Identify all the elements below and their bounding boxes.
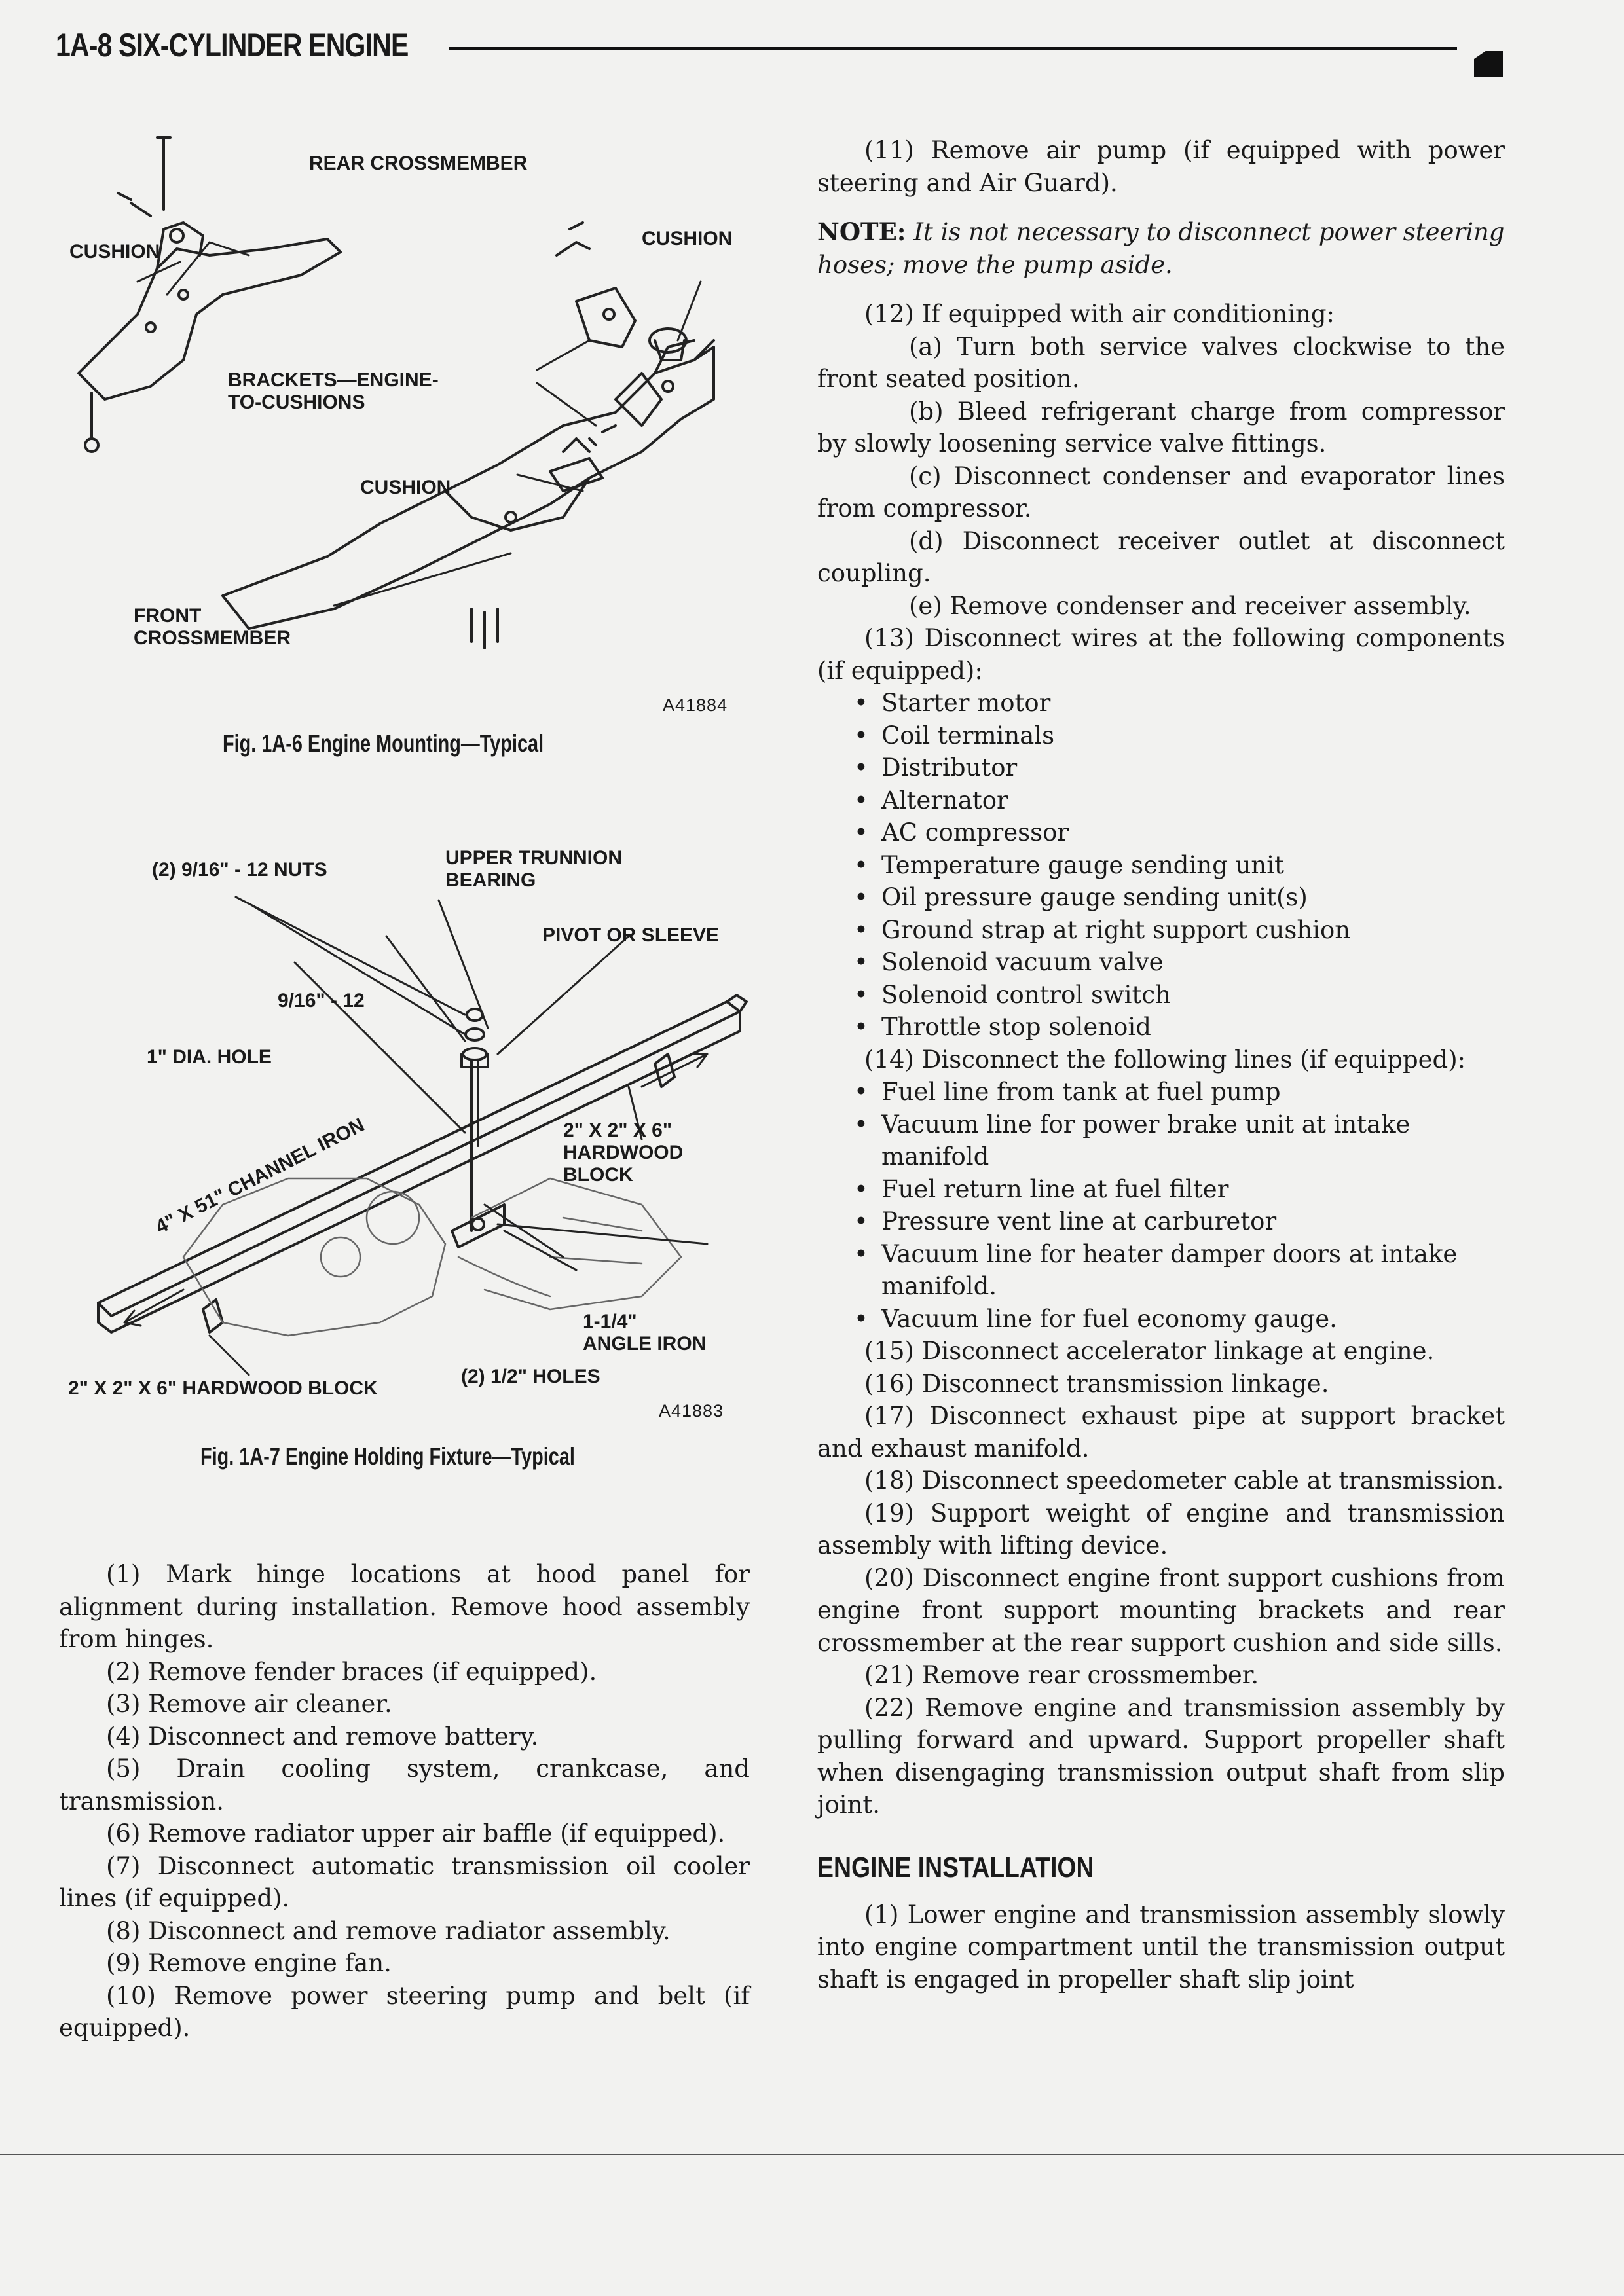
label-brackets: [228, 369, 439, 414]
step-9: (9) Remove engine fan.: [106, 1949, 392, 1977]
lines-list: [817, 1076, 1505, 1335]
step-11: (11) Remove air pump (if equipped with power steering and Air Guard).: [817, 136, 1505, 197]
header-rule: [449, 47, 1457, 50]
install-step-1: (1) Lower engine and transmission assembly slowly into engine compartment until the transmission output shaft is engaged in propeller shaft slip joint: [817, 1900, 1505, 1994]
step-8: (8) Disconnect and remove radiator assembly.: [106, 1916, 671, 1945]
right-column-text: [817, 134, 1505, 1995]
figure-1-caption: Fig. 1A-6 Engine Mounting—Typical: [223, 730, 544, 757]
list-item: • Coil terminals: [854, 721, 1055, 750]
label-dia-hole: 1" DIA. HOLE: [147, 1046, 272, 1068]
label-upper-line2: BEARING: [445, 869, 536, 891]
step-1: (1) Mark hinge locations at hood panel for alignment during installation. Remove hood assembly from hinges.: [59, 1560, 750, 1653]
label-rear-crossmember: REAR CROSSMEMBER: [309, 153, 528, 174]
page-title: 1A-8 SIX-CYLINDER ENGINE: [56, 27, 409, 64]
step-6: (6) Remove radiator upper air baffle (if equipped).: [106, 1819, 726, 1848]
section-heading: ENGINE INSTALLATION: [817, 1851, 1094, 1884]
list-item: • Alternator: [854, 786, 1008, 814]
step-2: (2) Remove fender braces (if equipped).: [106, 1657, 597, 1686]
list-item: • Vacuum line for fuel economy gauge.: [854, 1304, 1337, 1333]
figure-2-caption: Fig. 1A-7 Engine Holding Fixture—Typical: [200, 1443, 575, 1470]
label-block-line3: BLOCK: [563, 1164, 633, 1186]
label-front-line2: CROSSMEMBER: [134, 627, 291, 649]
step-15: (15) Disconnect accelerator linkage at engine.: [864, 1337, 1435, 1365]
label-nuts: (2) 9/16" - 12 NUTS: [152, 859, 327, 881]
label-pivot-sleeve: PIVOT OR SLEEVE: [542, 924, 720, 946]
step-5: (5) Drain cooling system, crankcase, and transmission.: [59, 1755, 750, 1815]
note-label: NOTE:: [817, 217, 906, 246]
section-tab-mark: [1474, 51, 1503, 77]
label-block-line1: 2" X 2" X 6": [563, 1120, 673, 1141]
list-item: • Starter motor: [854, 689, 1051, 717]
figure-1-code: A41884: [663, 695, 728, 715]
list-item: • Distributor: [854, 754, 1018, 782]
list-item: • Vacuum line for power brake unit at intake manifold: [854, 1110, 1411, 1171]
step-12d: (d) Disconnect receiver outlet at disconnect coupling.: [817, 526, 1505, 587]
label-holes: (2) 1/2" HOLES: [461, 1366, 600, 1387]
label-front-line1: FRONT: [134, 605, 202, 627]
step-18: (18) Disconnect speedometer cable at transmission.: [864, 1467, 1504, 1495]
label-angle-line2: ANGLE IRON: [583, 1333, 707, 1355]
label-brackets-line2: TO-CUSHIONS: [228, 392, 365, 413]
step-20: (20) Disconnect engine front support cushions from engine front support mounting brackets and rear crossmember at the rear support cushion and side sills.: [817, 1563, 1505, 1657]
step-12e: (e) Remove condenser and receiver assembly.: [909, 591, 1471, 620]
components-list: [817, 687, 1505, 1044]
step-21: (21) Remove rear crossmember.: [864, 1661, 1259, 1689]
step-19: (19) Support weight of engine and transmission assembly with lifting device.: [817, 1499, 1505, 1559]
label-block-line2: HARDWOOD: [563, 1142, 684, 1163]
step-10: (10) Remove power steering pump and belt (if equipped).: [59, 1981, 750, 2042]
note-text: It is not necessary to disconnect power steering hoses; move the pump aside.: [817, 218, 1505, 279]
list-item: • Temperature gauge sending unit: [854, 850, 1284, 879]
step-12a: (a) Turn both service valves clockwise to the front seated position.: [817, 332, 1505, 393]
step-17: (17) Disconnect exhaust pipe at support bracket and exhaust manifold.: [817, 1402, 1505, 1463]
list-item: • Ground strap at right support cushion: [854, 915, 1351, 944]
label-channel-iron: 4" X 51" CHANNEL IRON: [152, 1114, 368, 1239]
label-cushion-right: CUSHION: [642, 228, 733, 249]
label-brackets-line1: BRACKETS—ENGINE-: [228, 369, 439, 391]
label-hardwood-block-right: [563, 1120, 683, 1186]
step-3: (3) Remove air cleaner.: [106, 1690, 392, 1718]
list-item: • Fuel return line at fuel filter: [854, 1175, 1229, 1203]
label-angle-line1: 1-1/4": [583, 1311, 637, 1332]
label-upper-trunnion: [445, 847, 622, 892]
label-front-crossmember: [134, 605, 291, 649]
step-12: (12) If equipped with air conditioning:: [864, 300, 1335, 328]
list-item: • AC compressor: [854, 818, 1069, 847]
figure-2-code: A41883: [659, 1401, 724, 1421]
label-hardwood-block-bottom: 2" X 2" X 6" HARDWOOD BLOCK: [68, 1377, 378, 1399]
step-13: (13) Disconnect wires at the following components (if equipped):: [817, 624, 1505, 685]
label-cushion-left: CUSHION: [69, 241, 160, 263]
label-bolt-size: 9/16" - 12: [278, 990, 365, 1011]
list-item: • Fuel line from tank at fuel pump: [854, 1078, 1281, 1106]
list-item: • Solenoid control switch: [854, 980, 1171, 1009]
label-angle-iron: [583, 1311, 706, 1355]
list-item: • Solenoid vacuum valve: [854, 948, 1164, 976]
label-cushion-center: CUSHION: [360, 477, 451, 498]
list-item: • Pressure vent line at carburetor: [854, 1207, 1277, 1235]
left-column-text: [59, 1558, 750, 2045]
step-16: (16) Disconnect transmission linkage.: [864, 1369, 1329, 1398]
footer-rule: [0, 2154, 1624, 2155]
step-22: (22) Remove engine and transmission assembly by pulling forward and upward. Support propeller shaft when disengaging transmission output shaft from slip joint.: [817, 1693, 1505, 1819]
list-item: • Oil pressure gauge sending unit(s): [854, 883, 1308, 911]
step-7: (7) Disconnect automatic transmission oil cooler lines (if equipped).: [59, 1851, 750, 1912]
list-item: • Vacuum line for heater damper doors at intake manifold.: [854, 1239, 1458, 1300]
list-item: • Throttle stop solenoid: [854, 1013, 1151, 1041]
label-upper-line1: UPPER TRUNNION: [445, 847, 623, 869]
note-block: [817, 216, 1505, 281]
step-12c: (c) Disconnect condenser and evaporator lines from compressor.: [817, 462, 1505, 522]
step-4: (4) Disconnect and remove battery.: [106, 1722, 539, 1751]
page-header: [56, 26, 1516, 72]
step-14: (14) Disconnect the following lines (if equipped):: [864, 1045, 1466, 1074]
step-12b: (b) Bleed refrigerant charge from compressor by slowly loosening service valve fittings.: [817, 397, 1505, 458]
